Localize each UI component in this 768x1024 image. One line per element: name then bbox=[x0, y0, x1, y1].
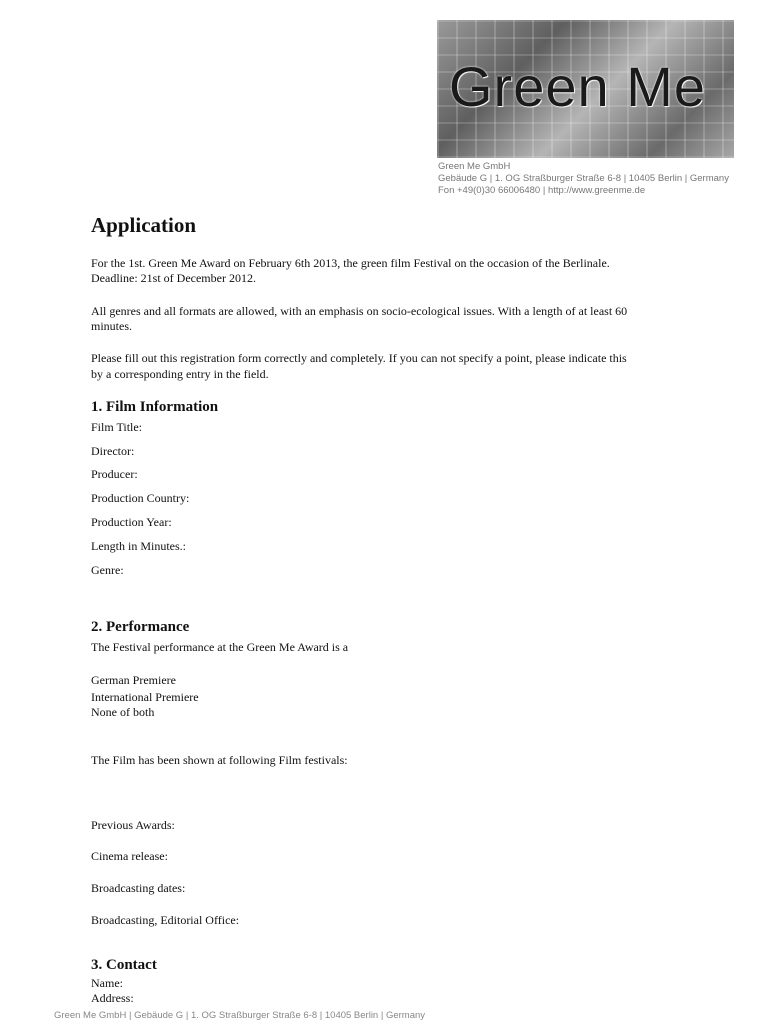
field-label-production-year: Production Year: bbox=[91, 515, 172, 529]
intro-line: Please fill out this registration form correctly and completely. If you can not specify a point, please indicate this bbox=[91, 351, 627, 365]
page-footer: Green Me GmbH | Gebäude G | 1. OG Straßburger Straße 6-8 | 10405 Berlin | Germany bbox=[54, 1010, 426, 1021]
field-label-editorial-office: Broadcasting, Editorial Office: bbox=[91, 913, 240, 927]
option-german-premiere: German Premiere bbox=[91, 673, 176, 687]
intro-line: minutes. bbox=[91, 319, 132, 333]
field-label-length: Length in Minutes.: bbox=[91, 539, 186, 553]
intro-line: All genres and all formats are allowed, with an emphasis on socio-ecological issues. With a length of at least 60 bbox=[91, 304, 628, 318]
section-heading-contact: 3. Contact bbox=[91, 957, 157, 973]
green-me-logo bbox=[437, 20, 734, 158]
field-label-director: Director: bbox=[91, 444, 135, 458]
option-none-of-both: None of both bbox=[91, 705, 155, 719]
performance-lead: The Festival performance at the Green Me Award is a bbox=[91, 640, 349, 654]
intro-line: Deadline: 21st of December 2012. bbox=[91, 271, 256, 285]
field-label-previous-awards: Previous Awards: bbox=[91, 818, 175, 832]
field-label-producer: Producer: bbox=[91, 467, 138, 481]
field-label-address: Address: bbox=[91, 991, 134, 1005]
field-label-production-country: Production Country: bbox=[91, 491, 190, 505]
intro-line: by a corresponding entry in the field. bbox=[91, 367, 269, 381]
field-label-name: Name: bbox=[91, 976, 123, 990]
field-label-genre: Genre: bbox=[91, 563, 124, 577]
field-label-broadcasting-dates: Broadcasting dates: bbox=[91, 881, 186, 895]
address-line: Gebäude G | 1. OG Straßburger Straße 6-8 | 10405 Berlin | Germany bbox=[438, 173, 729, 184]
section-heading-performance: 2. Performance bbox=[91, 619, 190, 635]
field-label-cinema-release: Cinema release: bbox=[91, 849, 168, 863]
page-title: Application bbox=[91, 213, 197, 237]
address-line: Fon +49(0)30 66006480 | http://www.greenme.de bbox=[438, 185, 646, 196]
intro-line: For the 1st. Green Me Award on February 6th 2013, the green film Festival on the occasion of the Berlinale. bbox=[91, 256, 610, 270]
address-line: Green Me GmbH bbox=[438, 161, 511, 172]
field-label-film-title: Film Title: bbox=[91, 420, 143, 434]
logo-text: Green Me bbox=[449, 55, 706, 118]
option-international-premiere: International Premiere bbox=[91, 690, 199, 704]
company-address bbox=[438, 161, 729, 197]
festivals-label: The Film has been shown at following Film festivals: bbox=[91, 753, 348, 767]
section-heading-film-information: 1. Film Information bbox=[91, 399, 219, 415]
